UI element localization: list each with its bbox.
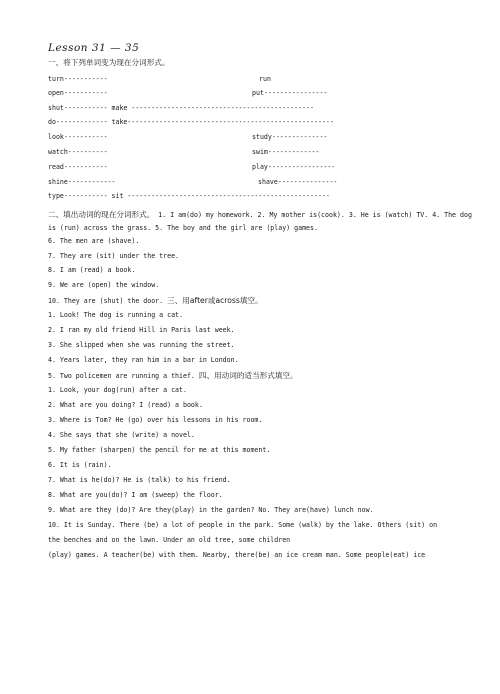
section3-heading: 三、用after或across填空。: [167, 296, 263, 305]
word-row: look----------- study--------------: [48, 133, 328, 141]
list-item: 5. Two policemen are running a thief. 四、用动词的适当形式填空。: [48, 371, 298, 380]
list-item: 7. What is he(do)? He is (talk) to his friend.: [48, 476, 231, 484]
section1-heading: 一、将下列单词变为现在分词形式。: [48, 58, 170, 67]
list-item: 8. What are you(do)? I am (sweep) the floor.: [48, 491, 223, 499]
list-item: 4. Years later, they ran him in a bar in London.: [48, 356, 239, 364]
word-row: do------------- take----------------------------------------------------: [48, 118, 334, 126]
word-row: read----------- play-----------------: [48, 163, 336, 171]
word-row: watch---------- swim-------------: [48, 148, 320, 156]
word-row: open----------- put----------------: [48, 89, 328, 97]
list-item: 7. They are (sit) under the tree.: [48, 252, 180, 260]
list-item: 9. We are (open) the window.: [48, 281, 160, 289]
list-item: 3. Where is Tom? He (go) over his lessons in his room.: [48, 416, 263, 424]
list-item: 6. It is (rain).: [48, 461, 112, 469]
list-item: 9. What are they (do)? Are they(play) in the garden? No. They are(have) lunch now.: [48, 506, 374, 514]
passage-line: (play) games. A teacher(be) with them. Nearby, there(be) an ice cream man. Some people(eat) ice: [48, 551, 426, 559]
passage-line: the benches and on the lawn. Under an old tree, some children: [48, 536, 291, 544]
list-item: 1. Look, your dog(run) after a cat.: [48, 386, 187, 394]
passage-line: 10. It is Sunday. There (be) a lot of people in the park. Some (walk) by the lake. Others (sit) on: [48, 521, 438, 529]
section2-block: [48, 208, 478, 235]
list-item: 6. The men are (shave).: [48, 237, 140, 245]
list-item: 4. She says that she (write) a novel.: [48, 431, 195, 439]
lesson-title: Lesson 31 — 35: [48, 42, 140, 54]
list-item: 1. Look! The dog is running a cat.: [48, 311, 183, 319]
word-row: shine------------ shave---------------: [48, 178, 338, 186]
list-item: 5. My father (sharpen) the pencil for me at this moment.: [48, 446, 271, 454]
list-item: 2. I ran my old friend Hill in Paris last week.: [48, 326, 235, 334]
word-row: type----------- sit ---------------------------------------------------: [48, 192, 330, 200]
section4-heading: 四、用动词的适当形式填空。: [198, 371, 298, 380]
list-item: 2. What are you doing? I (read) a book.: [48, 401, 203, 409]
list-item: 8. I am (read) a book.: [48, 266, 136, 274]
section2-intro: 1. I am(do) my homework. 2. My mother is(cook). 3. He is (watch) TV. 4. The dog is (run) across the grass. 5. The boy and the girl are (play) games.: [48, 211, 472, 232]
word-row: shut----------- make ----------------------------------------------: [48, 104, 314, 112]
list-item: 10. They are (shut) the door. 三、用after或across填空。: [48, 296, 263, 305]
word-row: turn----------- run: [48, 75, 271, 83]
section2-heading: 二、填出动词的现在分词形式。: [48, 210, 155, 219]
list-item: 3. She slipped when she was running the street.: [48, 341, 235, 349]
